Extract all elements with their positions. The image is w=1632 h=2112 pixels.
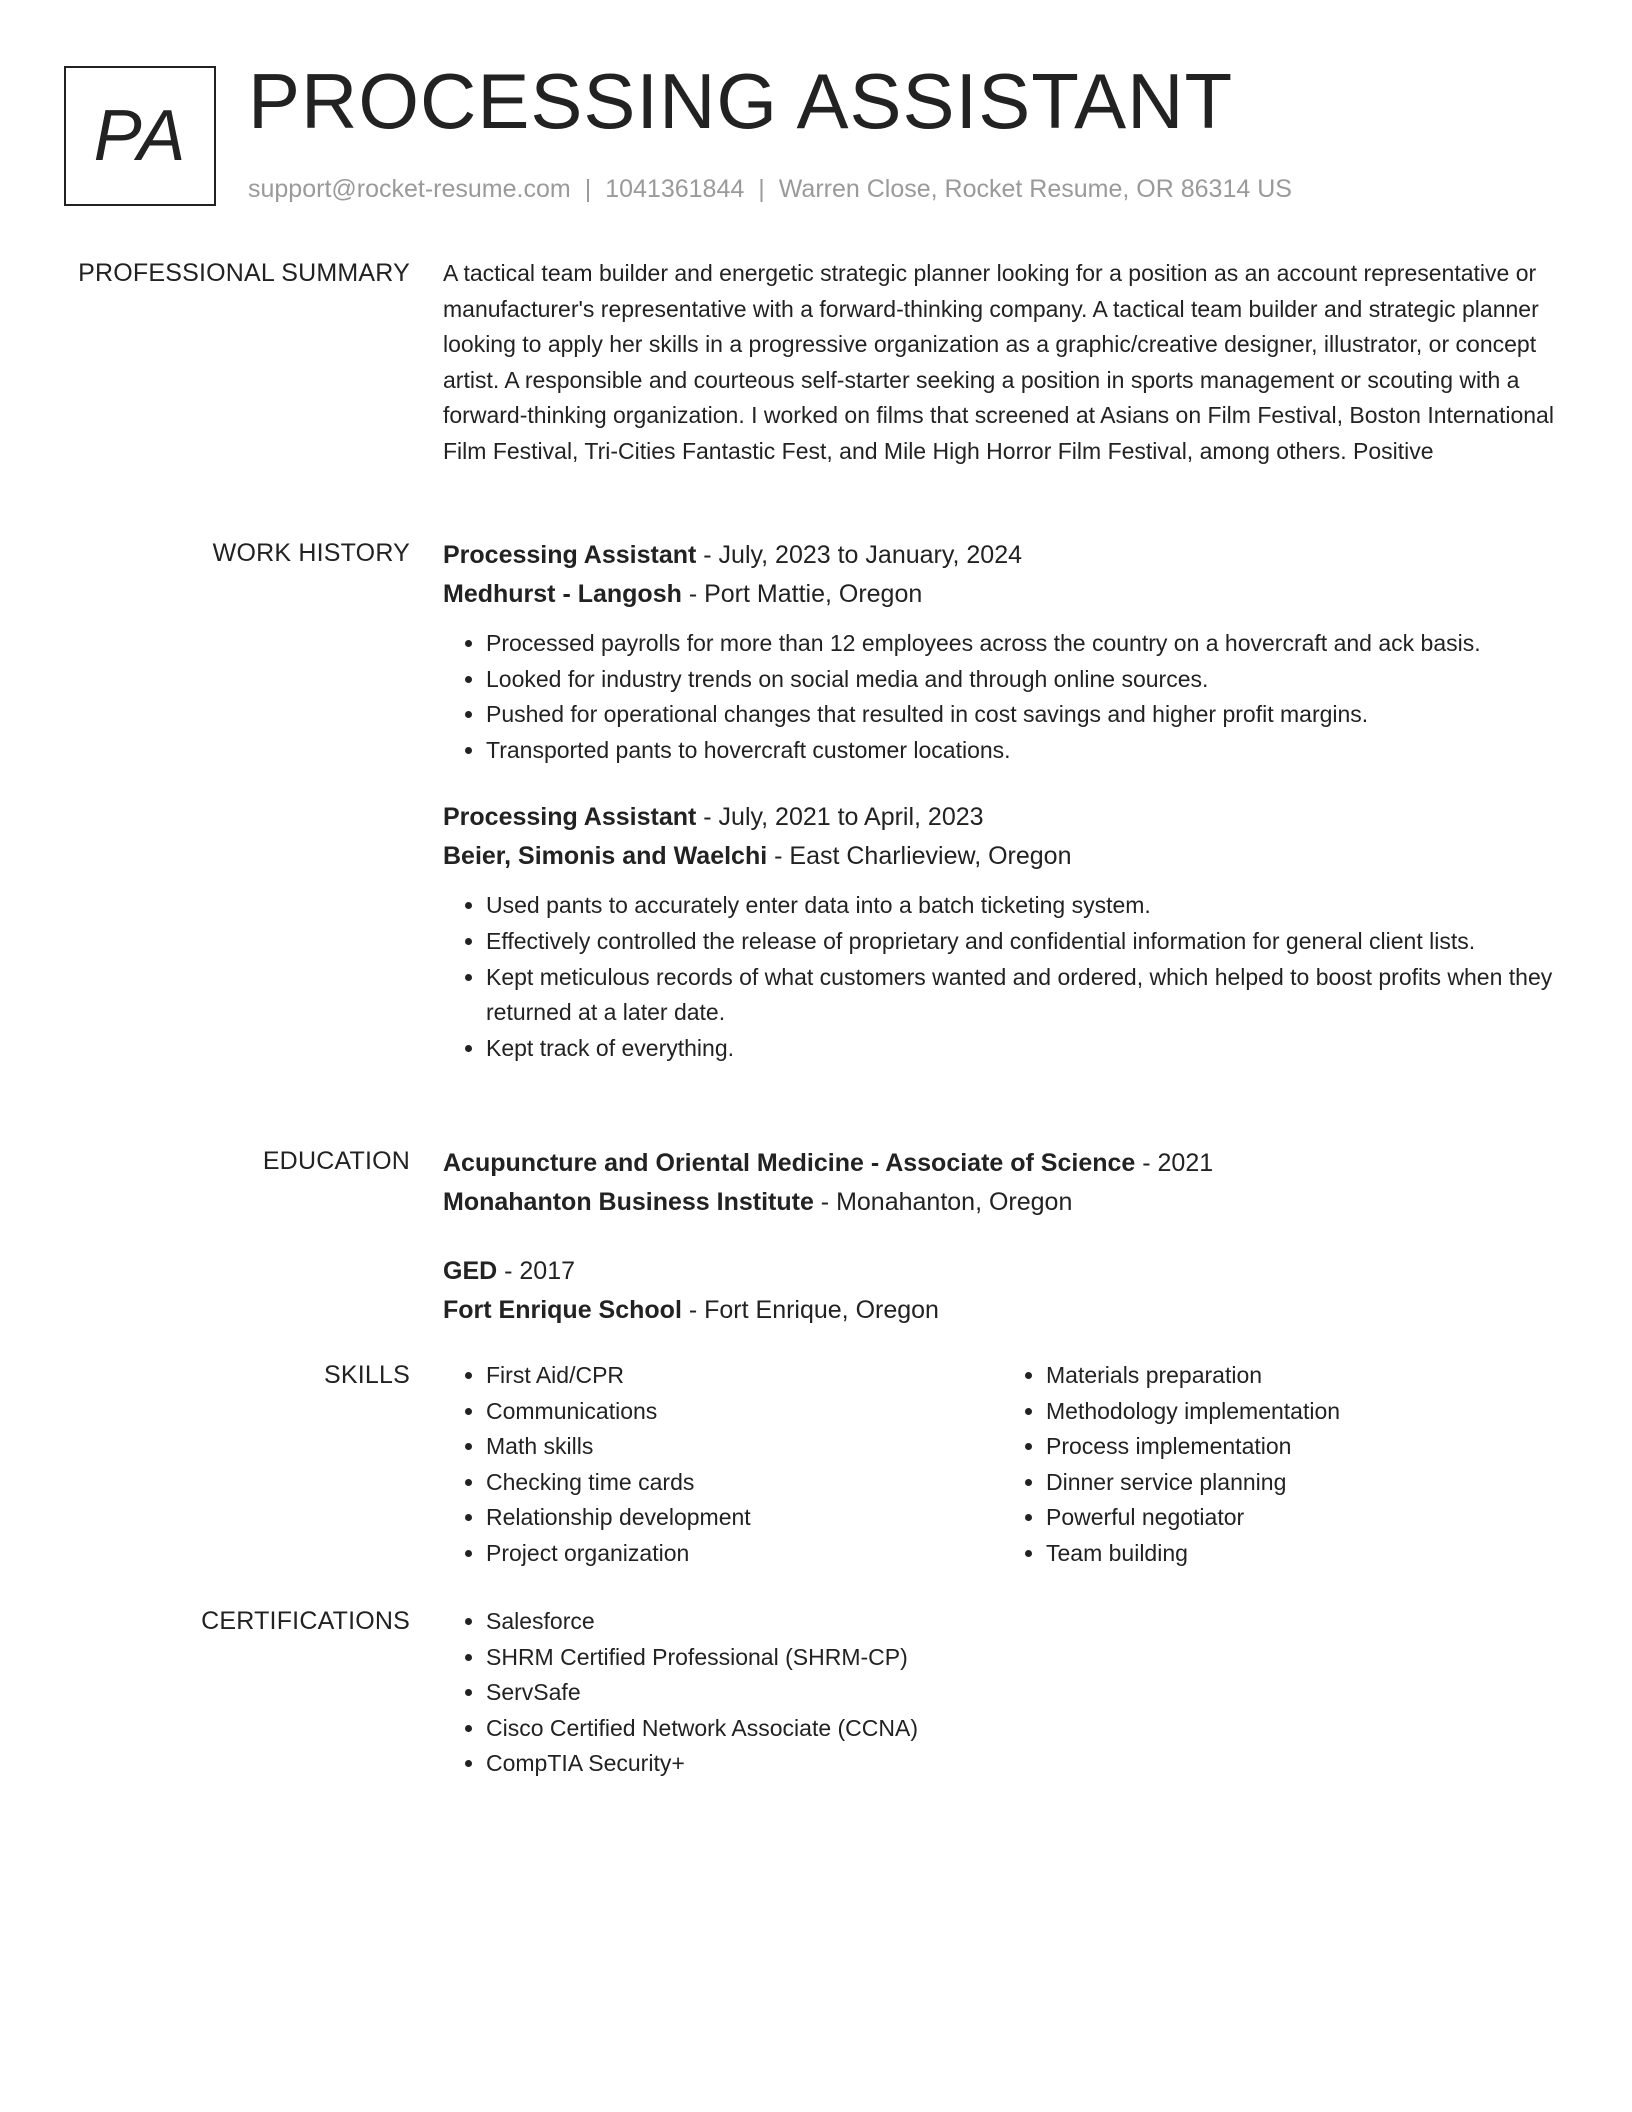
job-company: Medhurst - Langosh: [443, 580, 682, 608]
education-location: - Monahanton, Oregon: [813, 1188, 1073, 1216]
education-school-line: [443, 1183, 1563, 1222]
education-school: Monahanton Business Institute: [443, 1188, 814, 1216]
section-label-skills: SKILLS: [324, 1361, 410, 1389]
education-year: - 2017: [497, 1257, 576, 1285]
list-item: • Team building: [1046, 1536, 1563, 1572]
section-label-work-history: WORK HISTORY: [212, 539, 410, 567]
education-school: Fort Enrique School: [443, 1296, 682, 1324]
monogram-initials: PA: [93, 96, 187, 176]
education-entry: [443, 1252, 1563, 1330]
education-degree: GED: [443, 1257, 498, 1285]
job-entry: [443, 536, 1563, 768]
job-title: Processing Assistant: [443, 803, 697, 832]
contact-separator: |: [584, 175, 592, 203]
monogram-box: [64, 66, 216, 206]
contact-phone: 1041361844: [605, 175, 745, 203]
education-location: - Fort Enrique, Oregon: [681, 1296, 939, 1324]
job-company-line: [443, 575, 1563, 614]
list-item: • Processed payrolls for more than 12 employees across the country on a hovercraft and ack basis.: [486, 626, 1563, 662]
skills-list-right: [1003, 1358, 1563, 1572]
job-bullets: [443, 626, 1563, 768]
summary-content: [443, 256, 1563, 470]
list-item: • Dinner service planning: [1046, 1465, 1563, 1501]
skills-content: [443, 1358, 1563, 1572]
job-entry: [443, 798, 1563, 1066]
resume-title: PROCESSING ASSISTANT: [248, 57, 1234, 145]
list-item: • SHRM Certified Professional (SHRM-CP): [486, 1640, 1563, 1676]
list-item: • Salesforce: [486, 1604, 1563, 1640]
list-item: • Effectively controlled the release of proprietary and confidential information for general client lists.: [486, 924, 1563, 960]
job-bullets: [443, 888, 1563, 1066]
summary-text: A tactical team builder and energetic strategic planner looking for a position as an account representative or manufacturer's representative with a forward-thinking company. A tactical team builder and strategic planner looking to apply her skills in a progressive organization as a graphic/creative designer, illustrator, or concept artist. A responsible and courteous self-starter seeking a position in sports management or scouting with a forward-thinking organization. I worked on films that screened at Asians on Film Festival, Boston International Film Festival, Tri-Cities Fantastic Fest, and Mile High Horror Film Festival, among others. Positive: [443, 260, 1554, 464]
certifications-content: [443, 1604, 1563, 1782]
job-dates: - July, 2023 to January, 2024: [696, 541, 1023, 569]
job-title-line: [443, 536, 1563, 575]
contact-address: Warren Close, Rocket Resume, OR 86314 US: [778, 175, 1292, 203]
list-item: • Math skills: [486, 1429, 1003, 1465]
education-school-line: [443, 1291, 1563, 1330]
list-item: • Checking time cards: [486, 1465, 1003, 1501]
education-year: - 2021: [1135, 1149, 1214, 1177]
list-item: • Cisco Certified Network Associate (CCNA): [486, 1711, 1563, 1747]
list-item: • Relationship development: [486, 1500, 1003, 1536]
education-degree-line: [443, 1252, 1563, 1291]
certifications-list: [443, 1604, 1563, 1782]
list-item: • Methodology implementation: [1046, 1394, 1563, 1430]
skills-list-left: [443, 1358, 1003, 1572]
list-item: • Process implementation: [1046, 1429, 1563, 1465]
list-item: • CompTIA Security+: [486, 1746, 1563, 1782]
contact-separator: |: [758, 175, 765, 203]
job-location: - Port Mattie, Oregon: [681, 580, 923, 608]
contact-email: support@rocket-resume.com: [248, 175, 571, 203]
job-company: Beier, Simonis and Waelchi: [443, 842, 768, 871]
job-location: - East Charlieview, Oregon: [767, 842, 1072, 871]
section-label-summary: PROFESSIONAL SUMMARY: [78, 259, 410, 287]
work-content: [443, 536, 1563, 1066]
list-item: • Communications: [486, 1394, 1003, 1430]
section-label-certifications: CERTIFICATIONS: [201, 1607, 410, 1635]
section-label-education: EDUCATION: [262, 1147, 410, 1175]
list-item: • Looked for industry trends on social media and through online sources.: [486, 662, 1563, 698]
job-title-line: [443, 798, 1563, 837]
list-item: • Project organization: [486, 1536, 1003, 1572]
job-company-line: [443, 837, 1563, 876]
job-title: Processing Assistant: [443, 541, 697, 569]
list-item: • Used pants to accurately enter data into a batch ticketing system.: [486, 888, 1563, 924]
list-item: • ServSafe: [486, 1675, 1563, 1711]
list-item: • Kept track of everything.: [486, 1031, 1563, 1067]
list-item: • Materials preparation: [1046, 1358, 1563, 1394]
list-item: • Kept meticulous records of what customers wanted and ordered, which helped to boost profits when they returned at a later date.: [486, 960, 1563, 1031]
list-item: • Transported pants to hovercraft customer locations.: [486, 733, 1563, 769]
education-degree-line: [443, 1144, 1563, 1183]
education-content: [443, 1144, 1563, 1330]
list-item: • Powerful negotiator: [1046, 1500, 1563, 1536]
list-item: • First Aid/CPR: [486, 1358, 1003, 1394]
education-entry: [443, 1144, 1563, 1222]
job-dates: - July, 2021 to April, 2023: [696, 803, 984, 832]
list-item: • Pushed for operational changes that resulted in cost savings and higher profit margins.: [486, 697, 1563, 733]
education-degree: Acupuncture and Oriental Medicine - Associate of Science: [443, 1149, 1136, 1177]
contact-line: [248, 172, 1292, 206]
